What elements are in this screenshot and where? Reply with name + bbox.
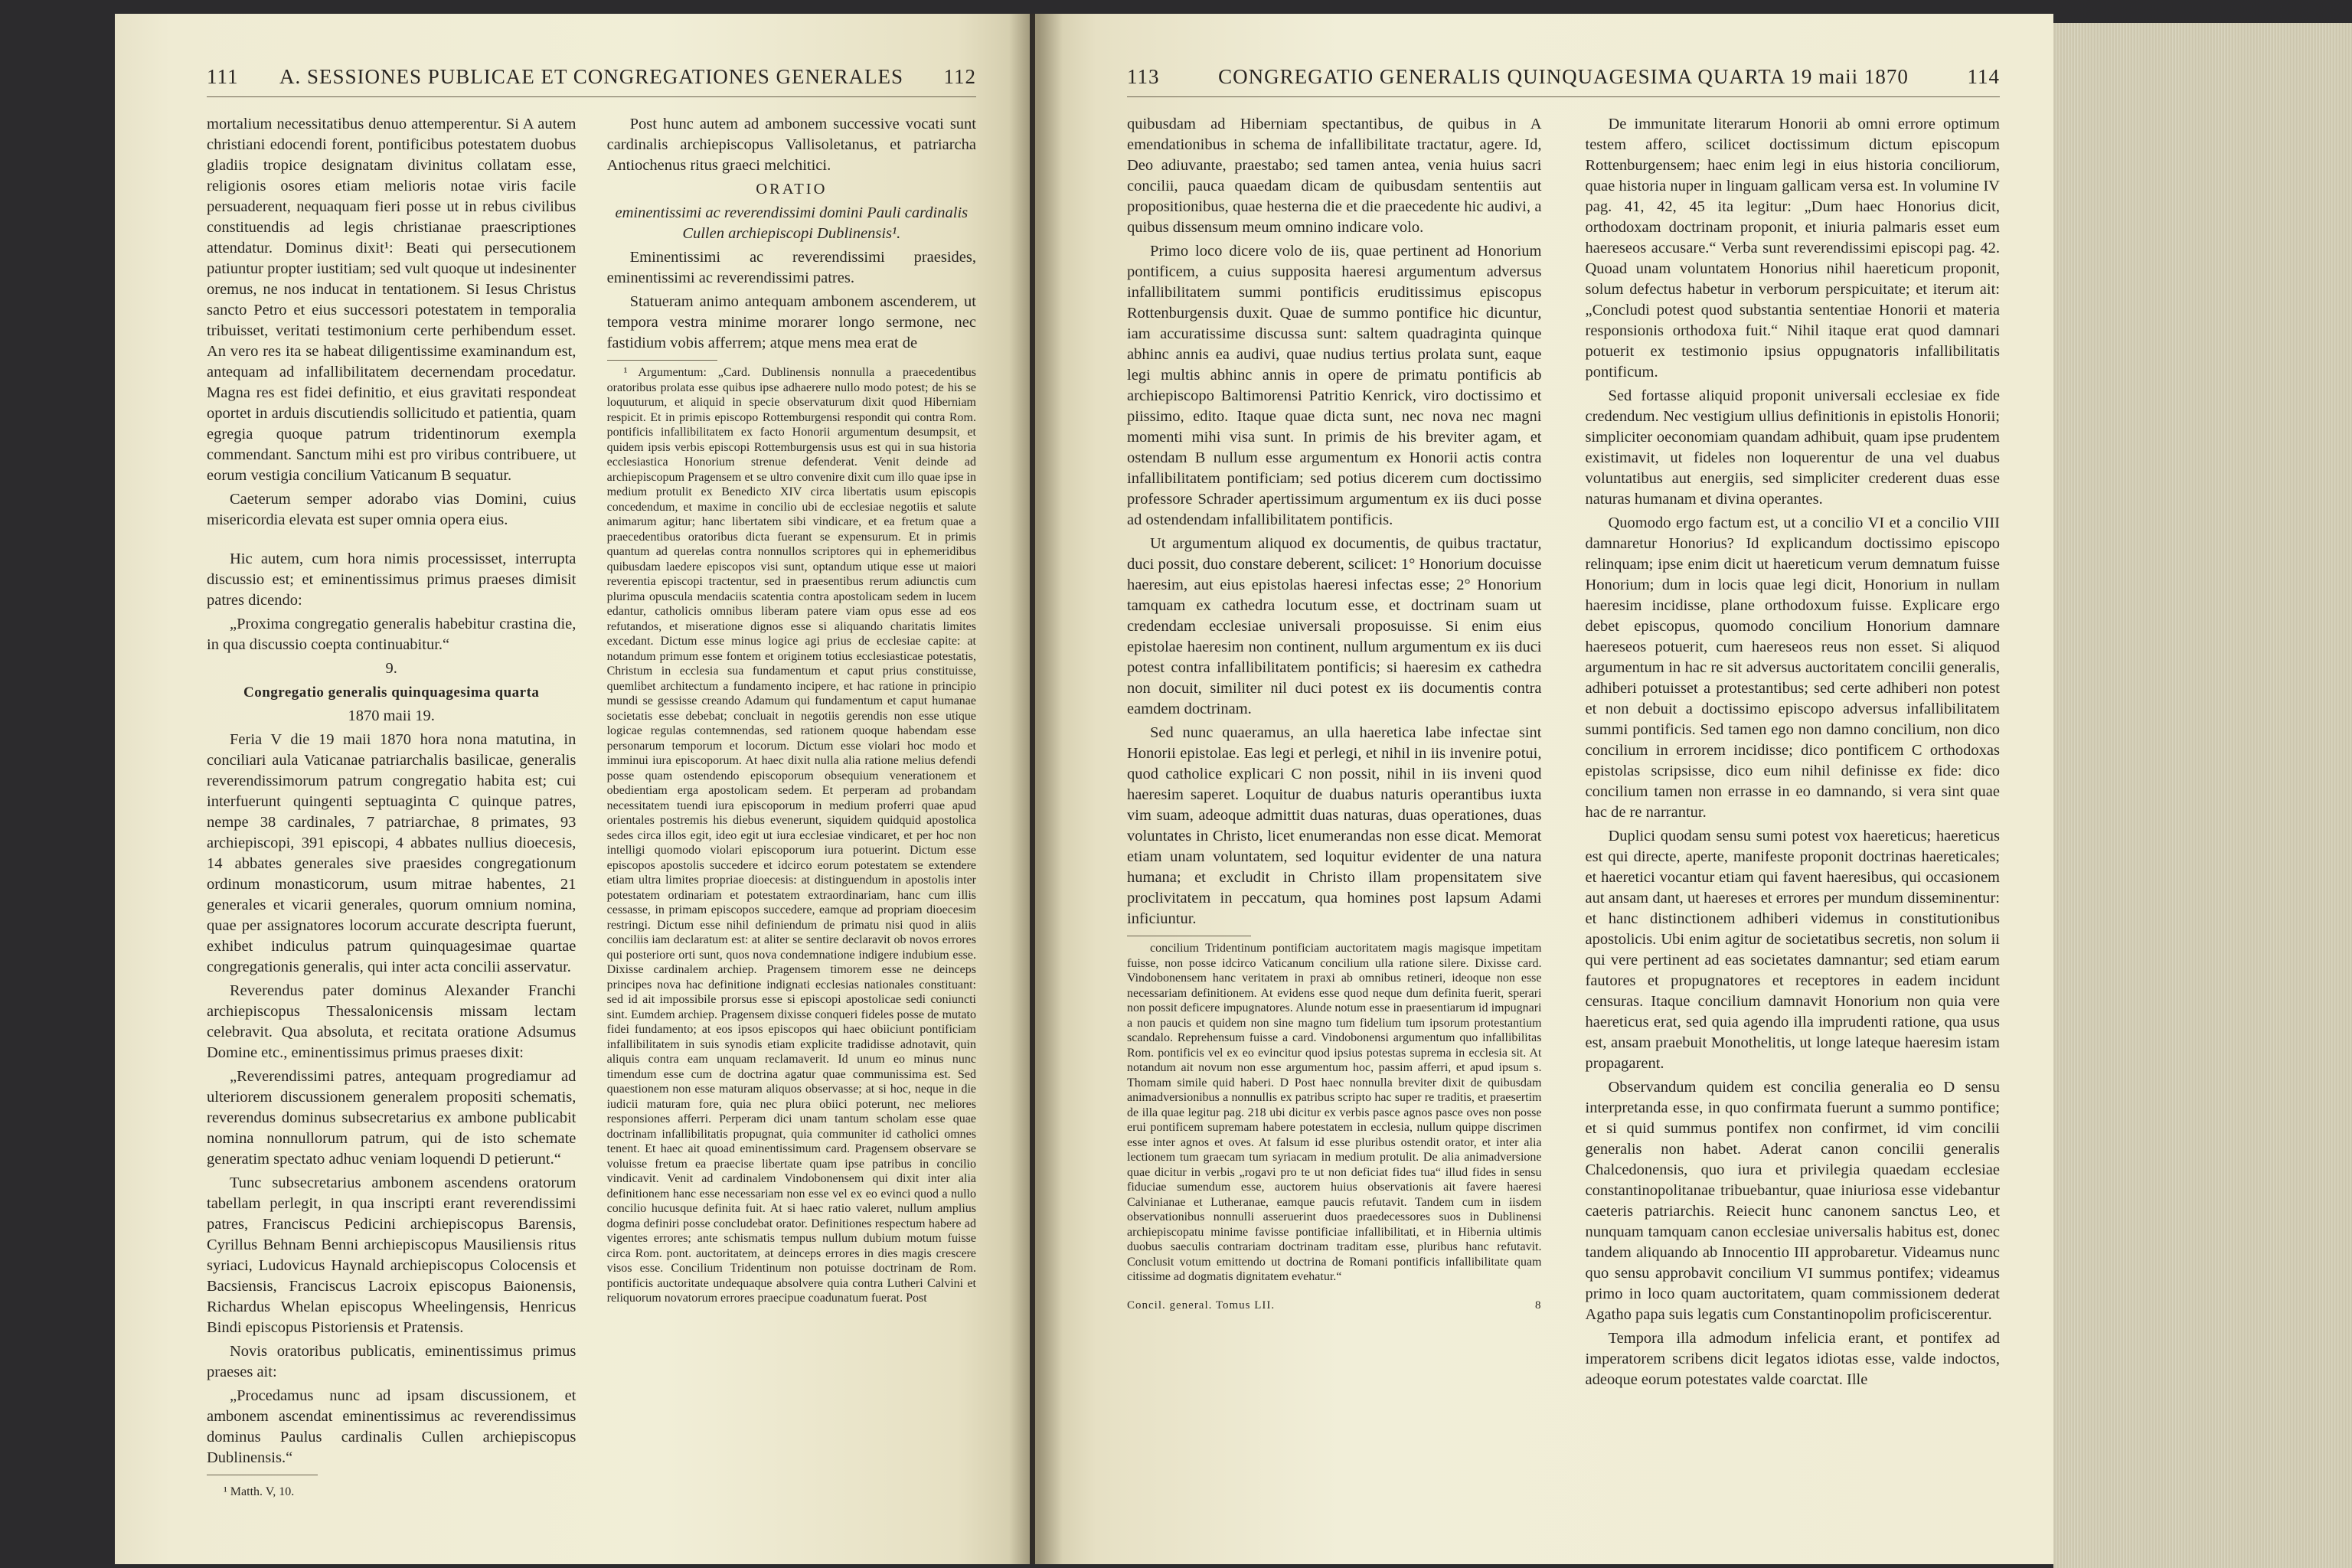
paragraph: Sed nunc quaeramus, an ulla haeretica labe infectae sint Honorii epistolae. Eas legi et perlegi, et nihil in iis invenire potui, quod catholice explicari C non possit, nihil in iis inveni quod haeresim saperet. Loquitur de duabus naturis operantibus iuxta vim suam, adeoque admittit duas naturas, duas operationes, duas voluntates in Christo, licet enumerandas non esse dicat. Memorat etiam unam voluntatem, sed loquitur evidenter de una natura humana; et excludit in Christo illam propensitatem sive proclivitatem in peccatum, qua homines post lapsum Adami inficiuntur. — [1127, 724, 1542, 927]
paragraph: Post hunc autem ad ambonem successive vocati sunt cardinalis archiepiscopus Vallisoletanus, et patriarcha Antiochenus ritus graeci melchitici. — [606, 116, 976, 174]
left-page — [115, 14, 1030, 1564]
oration-heading: ORATIO — [756, 181, 828, 198]
paragraph: Feria V die 19 maii 1870 hora nona matutina, in conciliari aula Vaticanae patriarchalis basilicae, generalis reverendissimorum patrum congregatio habita est; cui interfuerunt quingenti septuaginta C quinque patres, nempe 38 cardinales, 7 patriarchae, 8 primates, 93 archiepiscopi, 391 episcopi, 4 abbates nullius dioecesis, 14 abbates generales sive praesides congregationum ordinum monasticorum, usum mitrae habentes, 21 generales et vicarii generales, quorum omnium nomina, quae per assignatores locorum accurate descripta fuerunt, exhibet indiculus patrum quinquagesimae quartae congregationis generalis, qui inter acta concilii asservatur. — [207, 731, 577, 975]
paragraph: Quomodo ergo factum est, ut a concilio VI et a concilio VIII damnaretur Honorius? Id explicandum doctissimo episcopo relinquam; ipse enim dicit ut haereticum verum demnatum fuisse Honorium; dum in locis quae legi dicit, Honorium in nullam haeresim incidisse, plane orthodoxum fuisse. Explicare ergo debet episcopus, quomodo concilium Honorium damnare haereseos potuerit, cum haereseos reus non esset. Si aliquod argumentum in hac re sit adversus auctoritatem concilii generalis, adhiberi potuisset a protestantibus; sed certe adhiberi non potest et non debuit a doctissimo episcopo adversus infallibilitatem summi pontificis. Sed tamen ego non damno concilium, non dico concilium in errorem incidisse; dico pontificem C orthodoxas epistolas scripsisse, dico eum nihil definisse ex fide: dico concilium tamen non errasse in eo damnando, si vera sint quae hac de re narrantur. — [1585, 514, 2000, 821]
paragraph: Novis oratoribus publicatis, eminentissimus primus praeses ait: — [207, 1343, 577, 1380]
column-right — [607, 114, 976, 1309]
running-title: CONGREGATIO GENERALIS QUINQUAGESIMA QUARTA 19 maii 1870 — [1218, 65, 1909, 88]
footnote: ¹ Argumentum: „Card. Dublinensis nonnulla a praecedentibus oratoribus prolata esse quibus ipse adhaerere nullo modo potest; de his se loquuturum, et aliquid in specie observaturum dixit quod Hiberniam respicit. Et in primis episcopo Rottemburgensi respondit qui contra Rom. pontificis infallibilitatem ex facto Honorii argumentum desumpsit, et quidem ipsis verbis episcopi Rottemburgensis usus est qui in sua historia ecclesiastica Honorium strenue defenderat. Venit deinde ad archiepiscopum Pragensem et se ultro convenire dixit cum illo quae ipse in medium protulit ex Benedicto XIV circa libertatis usum episcopis concedendum, et maxime in concilio ubi de ecclesiae negotiis et salute animarum agitur; hanc libertatem sibi vindicare, et ea fretum quae a praecedentibus oratoribus dicta fuerant se expensurum. Et in primis quantum ad querelas contra nonnullos scriptores qui in ephemeridibus quibusdam laedere episcopos visi sunt, optandum utique esse ut maiori reverentia episcopi tractentur, sed in praesentibus rerum adiunctis cum plurima opuscula mendaciis scatentia contra apostolicam sedem in lucem edantur, catholicis omnibus liberam patere viam opus esse ad eos refutandos, et miseratione dignos esse si aliquando charitatis limites excedant. Dictum esse minus logice agi prius de ecclesiae capite: at notandum primum esse fontem et originem totius ecclesiasticae potestatis, Christum in ecclesia sua fundamentum et caput prius constituisse, quemlibet architectum a fundamento incipere, et hac ratione in principio mundi se gessisse creando Adamum qui fundamentum et caput humanae societatis esse debebat; concluait in negotiis gerendis non esse utique logicae regulas contemnendas, sed rationem quoque habendam esse personarum temporum et locorum. Dictum esse violari hoc modo et imminui iura episcoporum. At haec dixit nulla alia ratione melius defendi posse quam ostendendo episcoporum obsequium venerationem et obedientiam erga apostolicam sedem. Et perperam ad probandam necessitatem tuendi iura episcoporum in medium proferri quae apud orientales postremis his diebus evenerunt, siquidem quidquid apostolica sedes circa illos egit, ideo egit ut iura ecclesiae vindicaret, et per hoc non intelligi quomodo violari episcoporum iura potuerint. Dictum esse episcopos apostolis succedere et idcirco eorum potestatem se extendere etiam ultra limites propriae dioecesis: at distinguendum in apostolis inter potestatem ordinariam et potestatem extraordinariam, hanc cum illis cessasse, in primam episcopos succedere, eamque ad propriam dioecesim restringi. Dictum esse nihil definiendum de primatu nisi quod in aliis conciliis iam declaratum est: at aliter se sentire declaravit ob novos errores qui posteriore orti sunt, quos nova condemnatione indigere indubium esse. Dixisse cardinalem archiep. Pragensem timorem esse ne deinceps principes nova hac definitione indignati ecclesias nationales constituant: sed id ait impossibile prorsus esse si episcopi apostolicae sedi coniuncti sint. Eumdem archiep. Pragensem dixisse conqueri fideles posse de mutato fidei fundamento; at eos ipsos episcopos qui haec obiiciunt pontificiam infallibilitatem in suis synodis etiam explicite tradidisse adnotavit, quin aliquis contra eam unquam reclamaverit. Id unum eo minus nunc timendum esse cum de doctrina agatur quae communissima est. Sed quaestionem non esse maturam aliquos observasse; at si hoc, neque in die iudicii maturam fore, quia nec plura obiici poterunt, nec meliores responsiones afferri. Perperam dici unam tantum scholam esse quae doctrinam infallibilitatis propugnat, quia communiter id catholici omnes tenent. Et haec ait quoad eminentissimum card. Pragensem observare se voluisse fretum ea praecise libertate quam ipse patribus in concilio vindicavit. Venit ad cardinalem Vindobonensem qui dixit inter alia definitionem hanc esse necessariam non esse vel ex eo evinci quod a nullo concilio hucusque definita fuit. At si haec ratio valeret, nullum amplius dogma definiri posse concludebat orator. Definitiones respectum habere ad vigentes errores; ante schismatis tempus nullum dubium motum fuisse circa Rom. pont. auctoritatem, at deinceps errores in dies magis crescere visos esse. Concilium Tridentinum non potuisse doctrinam de Rom. pontificis auctoritate undequaque absolvere quia contra Lutheri Calvini et reliquorum novatorum errores praecipue coadunatum fuerat. Post — [606, 366, 976, 1305]
running-header — [1127, 60, 2000, 97]
column-left — [207, 114, 576, 1502]
page-number: 114 — [1967, 65, 2000, 88]
right-page — [1035, 14, 2053, 1564]
paragraph: Tempora illa admodum infelicia erant, et pontifex ad imperatorem scribens dicit legatos idiotas esse, valde indoctos, adeoque eorum potestates valde coarctat. Ille — [1585, 1330, 2000, 1388]
paragraph: mortalium necessitatibus denuo attemperentur. Si A autem christiani edocendi forent, pontificibus potestatem duobus gladiis tropice designatam divinitus collatam esse, religionis osores etiam melioris notae viris facile persuaderent, nequaquam fieri posse ut in rebus civilibus constituendis ad legis christianae praescriptiones attendatur. Dominus dixit¹: Beati qui persecutionem patiuntur propter iustitiam; sed vult quoque ut indesinenter oremus, ne nos inducat in tentationem. Si Iesus Christus sancto Petro et eius successori potestatem in temporalia tribuisset, veritati testimonium certe perhibendum esset. An vero res ita se habeat diligentissime examinandum est, antequam ad infallibilitatem decernendam procedatur. Magna res est fidei definitio, et eius gravitati respondeat oportet in arduis discutiendis sollicitudo et patientia, quam egregia quoque patrum tridentinorum exempla commendant. Sanctum mihi est pro viribus contribuere, ut eorum vestigia concilium Vaticanum B sequatur. — [207, 116, 577, 484]
paragraph: Primo loco dicere volo de iis, quae pertinent ad Honorium pontificem, a cuius supposita haeresi argumentum adversus infallibilitatem summi pontificis eruditissimus episcopus Rottenburgensis duxit. Quae de summo pontifice hic dicuntur, iam accuratissime discussa sunt: saltem quadraginta quinque abhinc annis ea audivi, quae nudius tertius prolata sunt, eaque legi multis abhinc annis in opere de primatu pontificis ab archiepiscopo Baltimorensi Patritio Kenrick, viro doctissimo et piissimo, edito. Itaque quae dicta sunt, nec nova nec magni momenti mihi visa sunt. In primis de his breviter agam, et ostendam B nullum esse argumentum ex Honorii actis contra infallibilitatem pontificiam; sed potius dicerem cum doctissimo professore Schrader apertissimum argumentum ex iis duci posse ad ostendendam infallibilitatem pontificis. — [1127, 243, 1542, 528]
footnote-continued: concilium Tridentinum pontificiam auctoritatem magis magisque impetitam fuisse, non posse idcirco Vaticanum concilium ulla ratione silere. Dixisse card. Vindobonensem hanc veritatem in praxi ab omnibus retineri, ideoque non esse necessariam definitionem. At evidens esse quod neque dum definita fuerit, sperari non possit deficere impugnatores. Alunde notum esse in praesentiarum id impugnari a non paucis et quidem non sine magno tum fidelium tum ipsorum protestantium scandalo. Reprehensum fuisse a card. Vindobonensi argumentum quo infallibilitas Rom. pontificis vel ex eo evincitur quod ipsius potestas suprema in ecclesia sit. At notandum ait novum non esse argumentum hoc, passim afferri, et apud ipsum s. Thomam simile quid haberi. D Post haec nonnulla breviter dixit de quibusdam animadversionibus a nonnullis ex patribus scripto hac super re traditis, et praesertim de illa quae legitur pag. 218 ubi dicitur ex verbis pasce agnos pasce oves non posse erui pontificem supremam habere potestatem in ecclesia, nullum quippe discrimen esse inter agnos et oves. At falsum id esse pluribus ostendit orator, et inter alia lectionem tum graecam tum syriacam in medium protulit. De alia animadversione quae dicitur in verbis „rogavi pro te ut non deficiat fides tua“ illud fides in sensu fiduciae sumendum esse, auctorem huius observationis ait favere haeresi Calvinianae et Lutheranae, eamque paucis refutavit. Tandem cum in iisdem observationibus nonnulli asseruerint duos praedecessores suos in Dublinensi archiepiscopatu minime favisse pontificiae infallibilitati, et in Hibernia ultimis duobus saeculis contrariam doctrinam traditam esse, pluribus hanc refutavit. Conclusit votum emittendo ut doctrina de Romani pontificis infallibilitate quam citissime ad dogmatis dignitatem evehatur.“ — [1127, 942, 1542, 1283]
section-date: 1870 maii 19. — [348, 707, 435, 724]
page-number: 113 — [1127, 65, 1160, 88]
paragraph: „Procedamus nunc ad ipsam discussionem, et ambonem ascendat eminentissimus ac reverendissimus dominus Paulus cardinalis Cullen archiepiscopus Dublinensis.“ — [207, 1387, 577, 1466]
paragraph: Caeterum semper adorabo vias Domini, cuius misericordia elevata est super omnia opera eius. — [207, 491, 577, 528]
page-number: 111 — [207, 65, 239, 88]
running-header — [207, 60, 976, 97]
paragraph: Hic autem, cum hora nimis processisset, interrupta discussio est; et eminentissimus primus praeses dimisit patres dicendo: — [207, 550, 577, 609]
paragraph: Reverendus pater dominus Alexander Franchi archiepiscopus Thessalonicensis missam lectam celebravit. Qua absoluta, et recitata oratione Adsumus Domine etc., eminentissimus primus praeses dixit: — [207, 982, 577, 1061]
paragraph: Duplici quodam sensu sumi potest vox haereticus; haereticus est qui directe, aperte, manifeste proponit doctrinas haereticales; et haeretici vocantur etiam qui favent haeresibus, qui occasionem aut ansam dant, ut haereses et errores per mundum disseminentur: et hanc distinctionem adhiberi videmus in constitutionibus apostolicis. Ubi enim agitur de societatibus secretis, non solum ii qui vere pertinent ad eas societates damnantur; sed etiam earum fautores et propugnatores et receptores in eadem incidunt censuras. Itaque concilium damnavit Honorium non quia vere haereticus erat, sed quia agendo illa imprudenti ratione, qua usus est, ansam praebuit Monothelitis, ut longe lateque haeresim istam propagarent. — [1585, 828, 2000, 1072]
signature-line — [1127, 1295, 1542, 1316]
paragraph: „Proxima congregatio generalis habebitur crastina die, in qua discussio coepta continuabitur.“ — [207, 616, 577, 653]
oration-subtitle: eminentissimi ac reverendissimi domini Pauli cardinalis Cullen archiepiscopi Dublinensis¹. — [615, 204, 969, 242]
footnote: ¹ Matth. V, 10. — [224, 1485, 295, 1498]
page-edges — [2053, 23, 2352, 1568]
paragraph: quibusdam ad Hiberniam spectantibus, de quibus in A emendationibus in schema de infallibilitate tractatur, agere. Id, Deo adiuvante, praestabo; sed tamen antea, venia huius sacri concilii, pauca quaedam dicam de quibusdam sententiis aut propositionibus, quae hesterna die et die praecedente hic audivi, a quibus dissensum meum omnino indicare volo. — [1127, 116, 1542, 236]
section-title: Congregatio generalis quinquagesima quarta — [243, 684, 540, 701]
paragraph: Tunc subsecretarius ambonem ascendens oratorum tabellam perlegit, in qua inscripti erant reverendissimi patres, Franciscus Pedicini archiepiscopus Barensis, Cyrillus Behnam Benni archiepiscopus Mausiliensis ritus syriaci, Ludovicus Haynald archiepiscopus Colocensis et Bacsiensis, Franciscus Lacroix episcopus Baionensis, Richardus Whelan episcopus Wheelingensis, Henricus Bindi episcopus Pistoriensis et Pratensis. — [207, 1174, 577, 1336]
column-left — [1127, 114, 1542, 1316]
signature-number: 8 — [1535, 1298, 1542, 1312]
section-number: 9. — [385, 660, 397, 677]
paragraph: Observandum quidem est concilia generalia eo D sensu interpretanda esse, in quo confirmata fuerunt a summo pontifice; et si quid summus pontifex non confirmet, id vim concilii generalis non habet. Aderat canon concilii generalis Chalcedonensis, quo iura et privilegia quaedam ecclesiae constantinopolitanae tribuebantur, quae iniuriosa esse videbantur caeteris patriarchis. Reiecit hunc canonem sanctus Leo, et nunquam tamquam canon ecclesiae universalis habitus est, donec tandem aliquando ab Innocentio III approbaretur. Videamus nunc quo sensu approbavit concilium VI summus pontifex; videamus primo in loco quam auctoritatem, quam commissionem dederat Agatho papa suis legatis cum Constantinopolim proficiscerentur. — [1585, 1079, 2000, 1323]
paragraph: De immunitate literarum Honorii ab omni errore optimum testem affero, scilicet doctissimum dictum episcopum Rottenburgensem; haec enim legi in eius historia conciliorum, quae historia nuper in linguam gallicam versa est. In volumine IV pag. 41, 42, 45 ita legitur: „Dum haec Honorius dicit, orthodoxam doctrinam proponit, et iniuria palmaris esset eum haereseos accusare.“ Verba sunt reverendissimi episcopi pag. 42. Quoad unam voluntatem Honorius nihil haereticum proponit, solum defectus habetur in verborum perspicuitate; et iterum ait: „Concludi potest quod substantia sententiae Honorii et materia responsionis orthodoxa fuit.“ Nihil itaque erat quod damnari potuerit ex testimonio ipsius oppugnatoris infallibilitatis pontificum. — [1585, 116, 2000, 381]
running-title: A. SESSIONES PUBLICAE ET CONGREGATIONES GENERALES — [279, 65, 904, 88]
paragraph: Statueram animo antequam ambonem ascenderem, ut tempora vestra minime morarer longo sermone, nec fastidium vobis afferrem; atque mens mea erat de — [606, 293, 976, 351]
signature-mark: Concil. general. Tomus LII. — [1127, 1298, 1276, 1312]
paragraph: Ut argumentum aliquod ex documentis, de quibus tractatur, duci possit, duo constare deberent, scilicet: 1° Honorium docuisse haeresim, aut eius epistolas haeresi infectas esse; 2° Honorium tamquam ex cathedra locutum esse, et doctrinam suam ut credendam ecclesiae universali proposuisse. Si enim eius epistolae haeresim non continent, nullum argumentum ex iis duci potest contra infallibilitatem pontificis; si haeresim ex cathedra non docuit, similiter nil duci potest ex iis documentis contra eamdem doctrinam. — [1127, 535, 1542, 717]
page-number: 112 — [943, 65, 976, 88]
paragraph: Sed fortasse aliquid proponit universali ecclesiae ex fide credendum. Nec vestigium ullius definitionis in epistolis Honorii; simpliciter oeconomiam quandam adhibuit, quam ipse prudentem existimavit, ut fideles non loquerentur de una vel duabus voluntatibus aut energiis, sed simpliciter crederent duas esse naturas humanam et divina operantes. — [1585, 387, 2000, 508]
paragraph: „Reverendissimi patres, antequam progrediamur ad ulteriorem discussionem generalem propositi schematis, reverendus dominus subsecretarius ex ambone publicabit nomina nonnullorum patrum, qui de isto schemate generatim spectato adhuc veniam loquendi D petierunt.“ — [207, 1068, 577, 1168]
footnote-rule — [607, 360, 718, 361]
paragraph: Eminentissimi ac reverendissimi praesides, eminentissimi ac reverendissimi patres. — [606, 249, 976, 286]
column-right — [1586, 114, 2001, 1393]
